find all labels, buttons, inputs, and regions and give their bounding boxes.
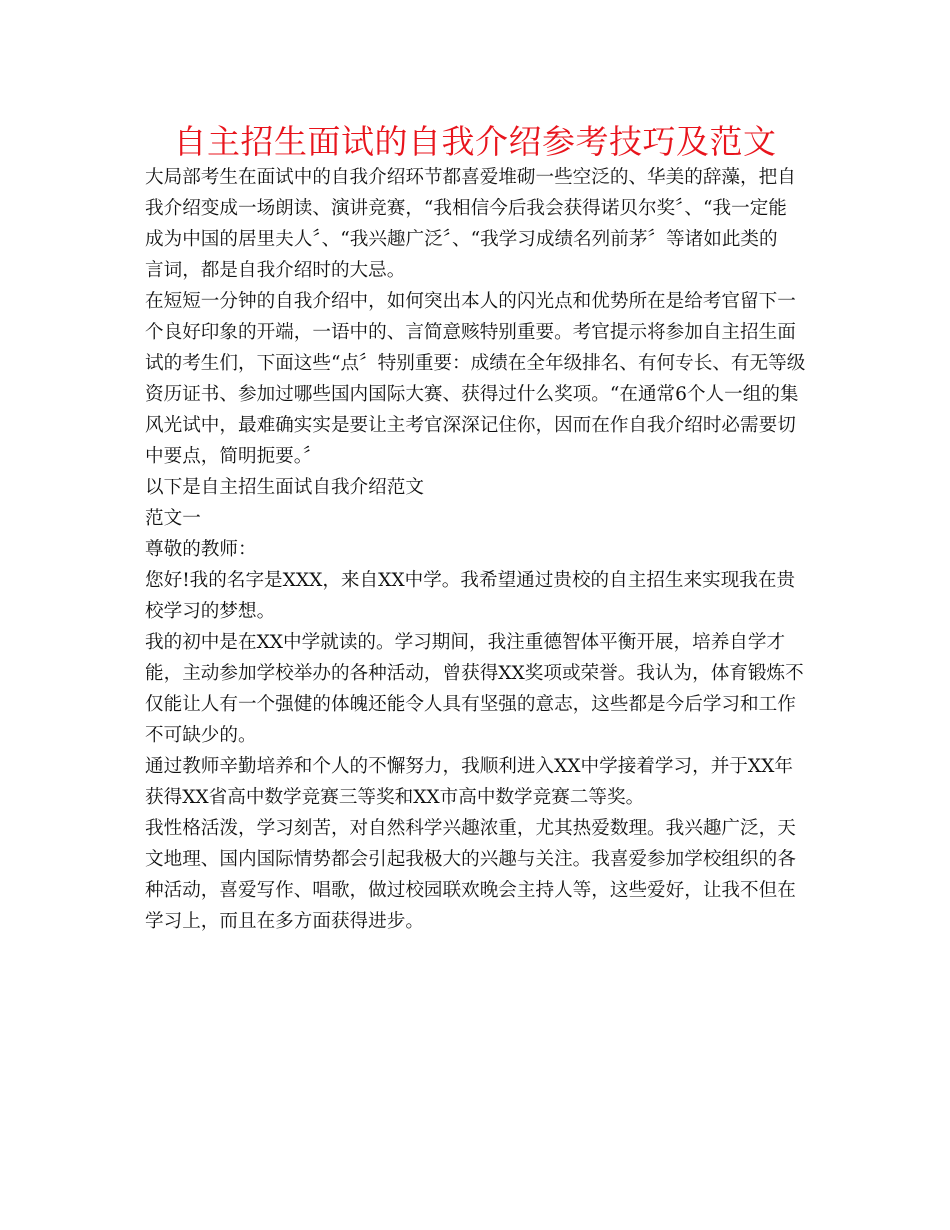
document-body: [145, 162, 817, 937]
paragraph-sample-intro: [145, 472, 817, 503]
paragraph-sample-heading: [145, 503, 817, 534]
text-line: 种活动，喜爱写作、唱歌，做过校园联欢晚会主持人等，这些爱好，让我不但在: [145, 880, 796, 901]
text-line: 学习上，而且在多方面获得进步。: [145, 911, 424, 932]
paragraph-personality: [145, 813, 817, 937]
paragraph-salutation: [145, 534, 817, 565]
text-line: 风光试中，最难确实实是要让主考官深深记住你，因而在作自我介绍时必需要切: [145, 415, 796, 436]
text-line: 您好!我的名字是XXX，来自XX中学。我希望通过贵校的自主招生来实现我在贵: [145, 570, 796, 591]
text-line: 个良好印象的开端，一语中的、言简意赅特别重要。考官提示将参加自主招生面: [145, 322, 796, 343]
text-line: 言词，都是自我介绍时的大忌。: [145, 260, 406, 281]
paragraph-awards: [145, 751, 817, 813]
text-line: 通过教师辛勤培养和个人的不懈努力，我顺利进入XX中学接着学习，并于XX年: [145, 756, 793, 777]
text-line: 范文一: [145, 508, 201, 529]
text-line: 获得XX省高中数学竞赛三等奖和XX市高中数学竞赛二等奖。: [145, 787, 645, 808]
text-line: 文地理、国内国际情势都会引起我极大的兴趣与关注。我喜爱参加学校组织的各: [145, 849, 796, 870]
paragraph-greeting: [145, 565, 817, 627]
text-line: 成为中国的居里夫人〞、“我兴趣广泛〞、“我学习成绩名列前茅〞等诸如此类的: [145, 229, 778, 250]
text-line: 尊敬的教师：: [145, 539, 257, 560]
text-line: 能，主动参加学校举办的各种活动，曾获得XX奖项或荣誉。我认为，体育锻炼不: [145, 663, 804, 684]
text-line: 大局部考生在面试中的自我介绍环节都喜爱堆砌一些空泛的、华美的辞藻，把自: [145, 167, 796, 188]
text-line: 仅能让人有一个强健的体魄还能令人具有坚强的意志，这些都是今后学习和工作: [145, 694, 796, 715]
page-title: 自主招生面试的自我介绍参考技巧及范文: [173, 122, 777, 161]
text-line: 校学习的梦想。: [145, 601, 276, 622]
text-line: 以下是自主招生面试自我介绍范文: [145, 477, 424, 498]
text-line: 我的初中是在XX中学就读的。学习期间，我注重德智体平衡开展，培养自学才: [145, 632, 786, 653]
text-line: 我介绍变成一场朗读、演讲竞赛，“我相信今后我会获得诺贝尔奖〞、“我一定能: [145, 198, 787, 219]
text-line: 资历证书、参加过哪些国内国际大赛、获得过什么奖项。“在通常6个人一组的集: [145, 384, 799, 405]
text-line: 在短短一分钟的自我介绍中，如何突出本人的闪光点和优势所在是给考官留下一: [145, 291, 796, 312]
paragraph-junior-school: [145, 627, 817, 751]
paragraph-intro: [145, 162, 817, 286]
paragraph-tips: [145, 286, 817, 472]
text-line: 中要点，简明扼要。〞: [145, 446, 322, 467]
text-line: 不可缺少的。: [145, 725, 257, 746]
text-line: 我性格活泼，学习刻苦，对自然科学兴趣浓重，尤其热爱数理。我兴趣广泛，天: [145, 818, 796, 839]
text-line: 试的考生们，下面这些“点〞特别重要：成绩在全年级排名、有何专长、有无等级: [145, 353, 806, 374]
